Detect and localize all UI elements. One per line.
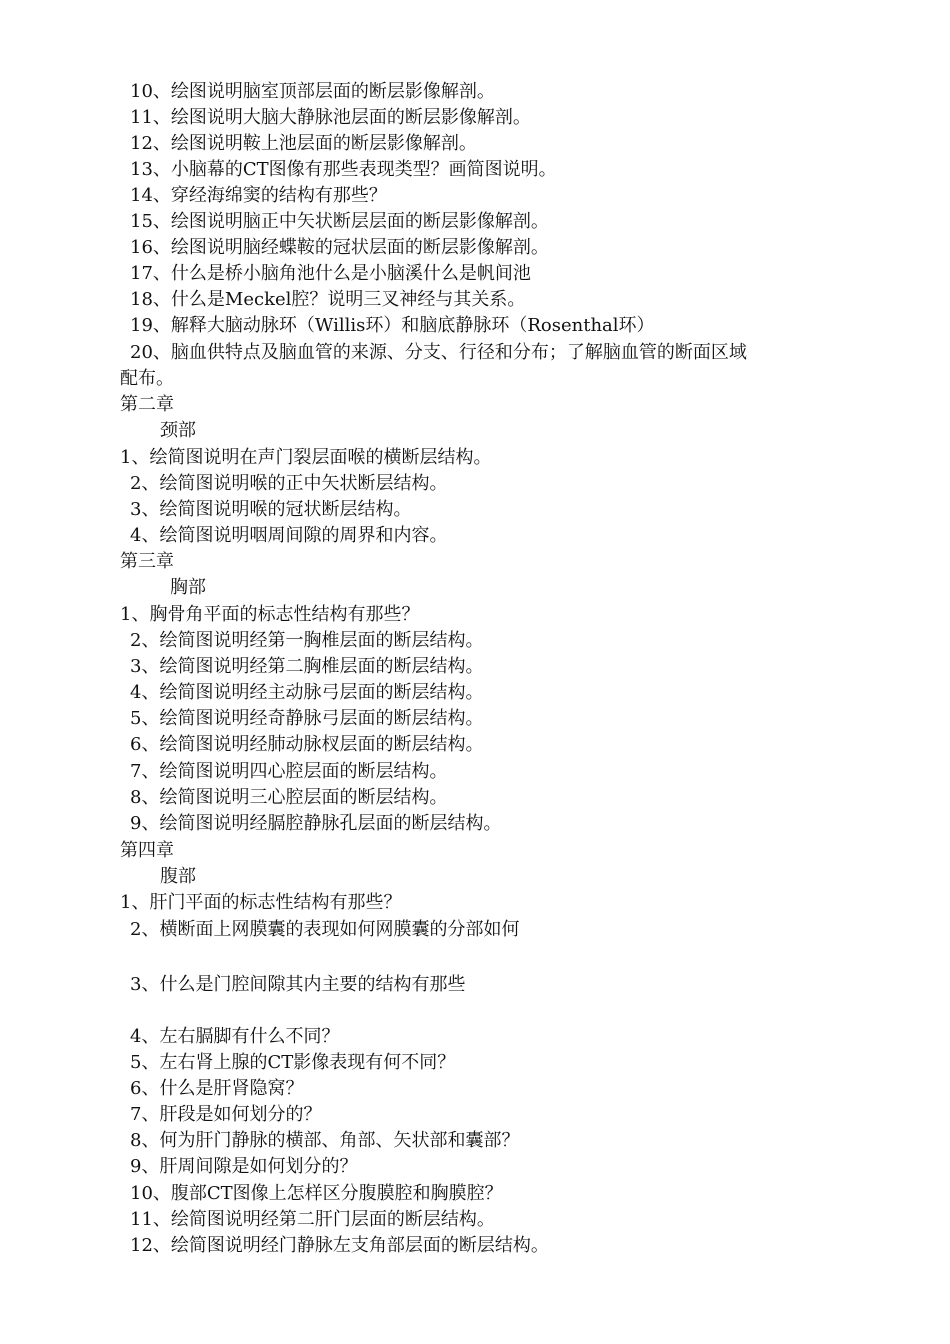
question-18: 18、什么是Meckel腔？说明三叉神经与其关系。 xyxy=(130,289,526,310)
ch4-question-8: 8、何为肝门静脉的横部、角部、矢状部和囊部？ xyxy=(130,1130,520,1151)
ch3-question-3: 3、绘简图说明经第二胸椎层面的断层结构。 xyxy=(130,656,484,677)
question-10: 10、绘图说明脑室顶部层面的断层影像解剖。 xyxy=(130,81,495,102)
question-14: 14、穿经海绵窦的结构有那些？ xyxy=(130,185,387,206)
ch2-question-3: 3、绘简图说明喉的冠状断层结构。 xyxy=(130,499,412,520)
ch4-question-6: 6、什么是肝肾隐窝？ xyxy=(130,1078,304,1099)
ch3-question-2: 2、绘简图说明经第一胸椎层面的断层结构。 xyxy=(130,630,484,651)
ch2-question-4: 4、绘简图说明咽周间隙的周界和内容。 xyxy=(130,525,448,546)
ch4-question-12: 12、绘简图说明经门静脉左支角部层面的断层结构。 xyxy=(130,1235,549,1256)
chapter-2-section: 颈部 xyxy=(160,420,196,441)
question-20-continued: 配布。 xyxy=(120,368,174,389)
question-20: 20、脑血供特点及脑血管的来源、分支、行径和分布；了解脑血管的断面区域 xyxy=(130,342,747,363)
ch3-question-9: 9、绘简图说明经膈腔静脉孔层面的断层结构。 xyxy=(130,813,502,834)
ch4-question-4: 4、左右膈脚有什么不同？ xyxy=(130,1026,340,1047)
chapter-2-heading: 第二章 xyxy=(120,394,174,415)
question-11: 11、绘图说明大脑大静脉池层面的断层影像解剖。 xyxy=(130,107,531,128)
question-15: 15、绘图说明脑正中矢状断层层面的断层影像解剖。 xyxy=(130,211,549,232)
ch2-question-2: 2、绘简图说明喉的正中矢状断层结构。 xyxy=(130,473,448,494)
ch3-question-6: 6、绘简图说明经肺动脉杈层面的断层结构。 xyxy=(130,734,484,755)
question-13: 13、小脑幕的CT图像有那些表现类型？画简图说明。 xyxy=(130,159,557,180)
ch3-question-5: 5、绘简图说明经奇静脉弓层面的断层结构。 xyxy=(130,708,484,729)
ch3-question-7: 7、绘简图说明四心腔层面的断层结构。 xyxy=(130,761,448,782)
chapter-4-heading: 第四章 xyxy=(120,840,174,861)
ch4-question-5: 5、左右肾上腺的CT影像表现有何不同？ xyxy=(130,1052,456,1073)
ch3-question-1: 1、胸骨角平面的标志性结构有那些？ xyxy=(120,604,420,625)
ch2-question-1: 1、绘简图说明在声门裂层面喉的横断层结构。 xyxy=(120,447,492,468)
question-16: 16、绘图说明脑经蝶鞍的冠状层面的断层影像解剖。 xyxy=(130,237,549,258)
ch4-question-9: 9、肝周间隙是如何划分的？ xyxy=(130,1156,358,1177)
chapter-3-heading: 第三章 xyxy=(120,551,174,572)
chapter-4-section: 腹部 xyxy=(160,866,196,887)
ch4-question-11: 11、绘简图说明经第二肝门层面的断层结构。 xyxy=(130,1209,495,1230)
ch4-question-3: 3、什么是门腔间隙其内主要的结构有那些 xyxy=(130,974,466,995)
ch3-question-8: 8、绘简图说明三心腔层面的断层结构。 xyxy=(130,787,448,808)
ch4-question-10: 10、腹部CT图像上怎样区分腹膜腔和胸膜腔？ xyxy=(130,1183,503,1204)
question-17: 17、什么是桥小脑角池什么是小脑溪什么是帆间池 xyxy=(130,263,531,284)
question-12: 12、绘图说明鞍上池层面的断层影像解剖。 xyxy=(130,133,477,154)
ch4-question-2: 2、横断面上网膜囊的表现如何网膜囊的分部如何 xyxy=(130,919,520,940)
chapter-3-section: 胸部 xyxy=(170,577,206,598)
question-19: 19、解释大脑动脉环（Willis环）和脑底静脉环（Rosenthal环） xyxy=(130,315,655,336)
ch4-question-7: 7、肝段是如何划分的？ xyxy=(130,1104,322,1125)
ch4-question-1: 1、肝门平面的标志性结构有那些？ xyxy=(120,892,402,913)
ch3-question-4: 4、绘简图说明经主动脉弓层面的断层结构。 xyxy=(130,682,484,703)
